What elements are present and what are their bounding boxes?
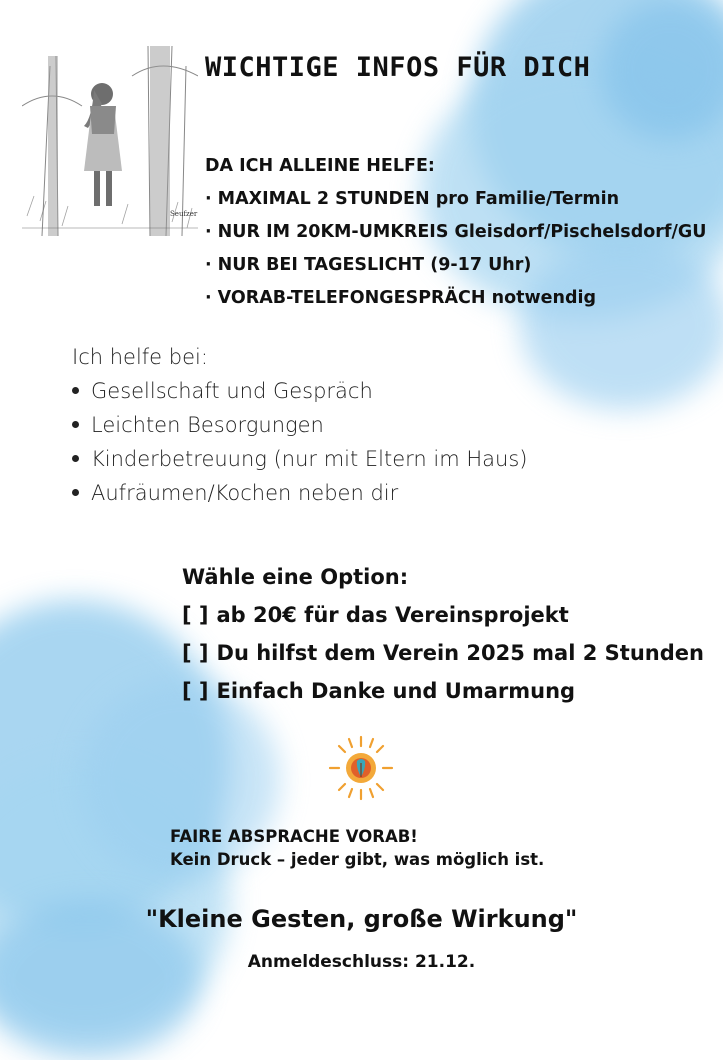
info-item: · NUR BEI TAGESLICHT (9-17 Uhr) [205,255,532,275]
girl-in-forest-illustration [22,46,198,236]
svg-text:Seufzer: Seufzer [170,210,198,218]
list-item: Aufräumen/Kochen neben dir [72,476,527,510]
sun-logo-icon [326,733,396,803]
bullet-icon [72,387,79,394]
option-item[interactable]: [ ] Du hilfst dem Verein 2025 mal 2 Stunden [182,641,704,665]
bullet-icon: · [205,189,212,209]
options-heading: Wähle eine Option: [182,565,409,589]
help-list [72,374,527,510]
help-section [72,340,527,510]
option-item[interactable]: [ ] Einfach Danke und Umarmung [182,679,576,703]
options-section [182,558,704,710]
bullet-icon [72,489,79,496]
option-item[interactable]: [ ] ab 20€ für das Vereinsprojekt [182,603,569,627]
agreement-note [170,826,544,872]
info-section [205,150,706,315]
bullet-icon: · [205,222,212,242]
bullet-icon [72,455,79,462]
info-item: · NUR IM 20KM-UMKREIS Gleisdorf/Pischelsdorf/GU [205,222,707,242]
deadline-text: Anmeldeschluss: 21.12. [247,952,476,972]
info-item: · VORAB-TELEFONGESPRÄCH notwendig [205,288,597,308]
list-item: Gesellschaft und Gespräch [72,374,527,408]
bullet-icon [72,421,79,428]
info-heading: DA ICH ALLEINE HELFE: [205,156,435,176]
quote-text: "Kleine Gesten, große Wirkung" [145,905,578,933]
agreement-text: Kein Druck – jeder gibt, was möglich ist. [170,850,545,869]
bullet-icon: · [205,288,212,308]
checkbox-icon[interactable]: [ ] [182,679,209,703]
help-heading: Ich helfe bei: [72,345,208,369]
list-item: Kinderbetreuung (nur mit Eltern im Haus) [72,442,527,476]
info-item: · MAXIMAL 2 STUNDEN pro Familie/Termin [205,189,620,209]
bullet-icon: · [205,255,212,275]
checkbox-icon[interactable]: [ ] [182,641,209,665]
checkbox-icon[interactable]: [ ] [182,603,209,627]
agreement-heading: FAIRE ABSPRACHE VORAB! [170,827,418,846]
page-title: WICHTIGE INFOS FÜR DICH [205,52,591,83]
list-item: Leichten Besorgungen [72,408,527,442]
